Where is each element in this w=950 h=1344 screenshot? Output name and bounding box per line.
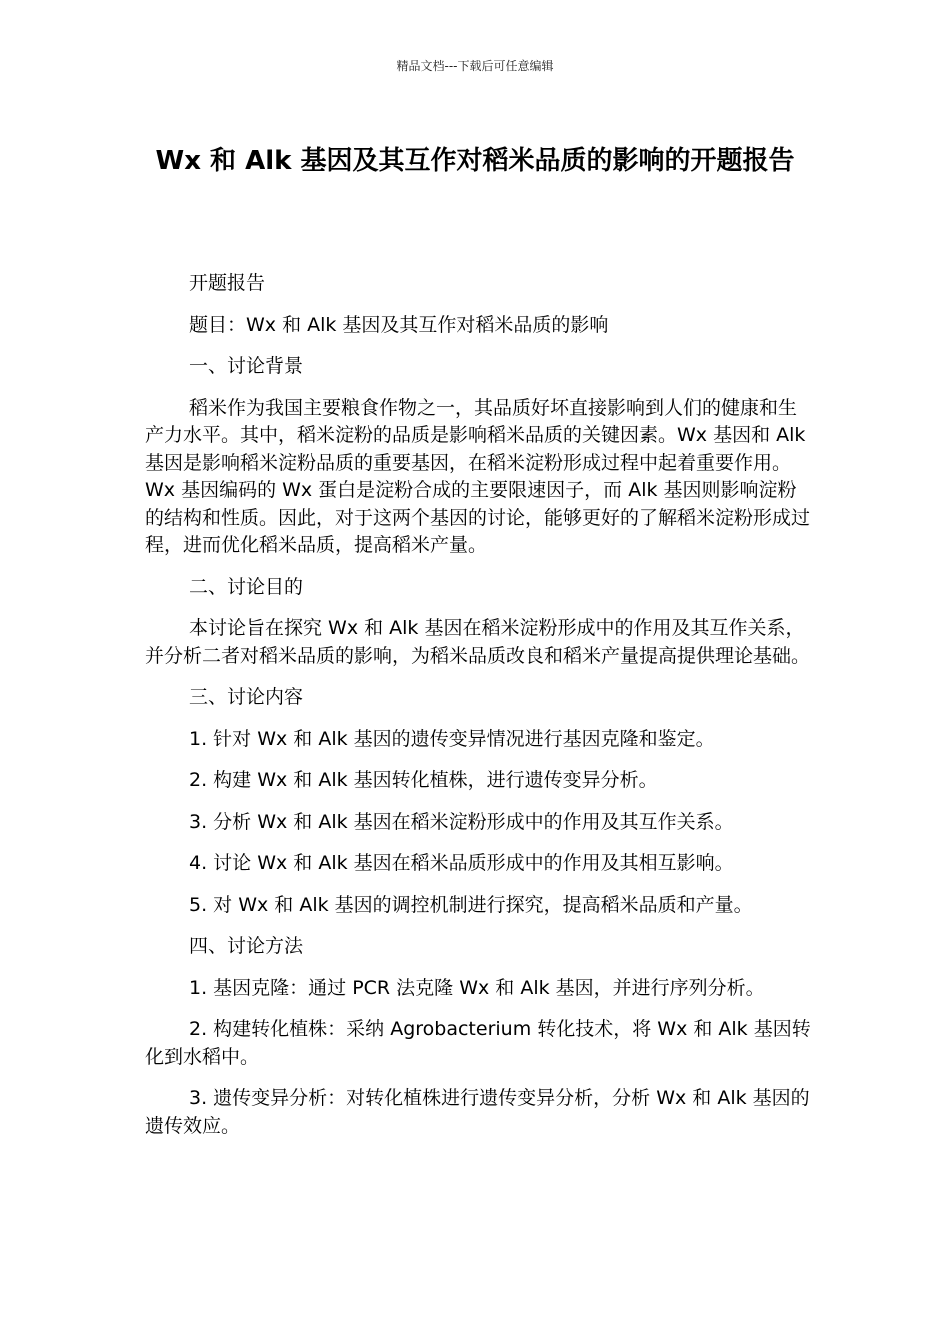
section-heading-background: 一、讨论背景: [189, 355, 304, 377]
section-heading-methods: 四、讨论方法: [189, 935, 304, 957]
methods-list-item: 3. 遗传变异分析：对转化植株进行遗传变异分析，分析 Wx 和 Alk 基因的遗传效应。: [145, 1087, 810, 1137]
content-list-item: 4. 讨论 Wx 和 Alk 基因在稻米品质形成中的作用及其相互影响。: [189, 852, 734, 874]
content-list-item: 1. 针对 Wx 和 Alk 基因的遗传变异情况进行基因克隆和鉴定。: [189, 727, 715, 750]
background-paragraph: 稻米作为我国主要粮食作物之一，其品质好坏直接影响到人们的健康和生产力水平。其中，稻米淀粉的品质是影响稻米品质的关键因素。Wx 基因和 Alk 基因是影响稻米淀粉品质的重要基因，在稻米淀粉形成过程中起着重要作用。Wx 基因编码的 Wx 蛋白是淀粉合成的主要限速因子，而 Alk 基因则影响淀粉的结构和性质。因此，对于这两个基因的讨论，能够更好的了解稻米淀粉形成过程，进而优化稻米品质，提高稻米产量。: [145, 396, 811, 556]
header-note: 精品文档---下载后可任意编辑: [396, 59, 554, 73]
document-body: [145, 270, 815, 1154]
methods-list-item: 1. 基因克隆：通过 PCR 法克隆 Wx 和 Alk 基因，并进行序列分析。: [189, 976, 765, 999]
topic-line: 题目：Wx 和 Alk 基因及其互作对稻米品质的影响: [189, 313, 609, 336]
purpose-paragraph: 本讨论旨在探究 Wx 和 Alk 基因在稻米淀粉形成中的作用及其互作关系，并分析二者对稻米品质的影响，为稻米品质改良和稻米产量提高提供理论基础。: [145, 617, 811, 667]
content-list-item: 3. 分析 Wx 和 Alk 基因在稻米淀粉形成中的作用及其互作关系。: [189, 810, 734, 833]
section-heading-purpose: 二、讨论目的: [189, 575, 304, 598]
content-list-item: 2. 构建 Wx 和 Alk 基因转化植株，进行遗传变异分析。: [189, 769, 658, 791]
kicker-label: 开题报告: [189, 272, 266, 294]
section-heading-content: 三、讨论内容: [189, 686, 304, 708]
content-list-item: 5. 对 Wx 和 Alk 基因的调控机制进行探究，提高稻米品质和产量。: [189, 893, 753, 916]
methods-list-item: 2. 构建转化植株：采纳 Agrobacterium 转化技术，将 Wx 和 Alk 基因转化到水稻中。: [145, 1018, 811, 1068]
document-title: Wx 和 Alk 基因及其互作对稻米品质的影响的开题报告: [155, 146, 795, 176]
